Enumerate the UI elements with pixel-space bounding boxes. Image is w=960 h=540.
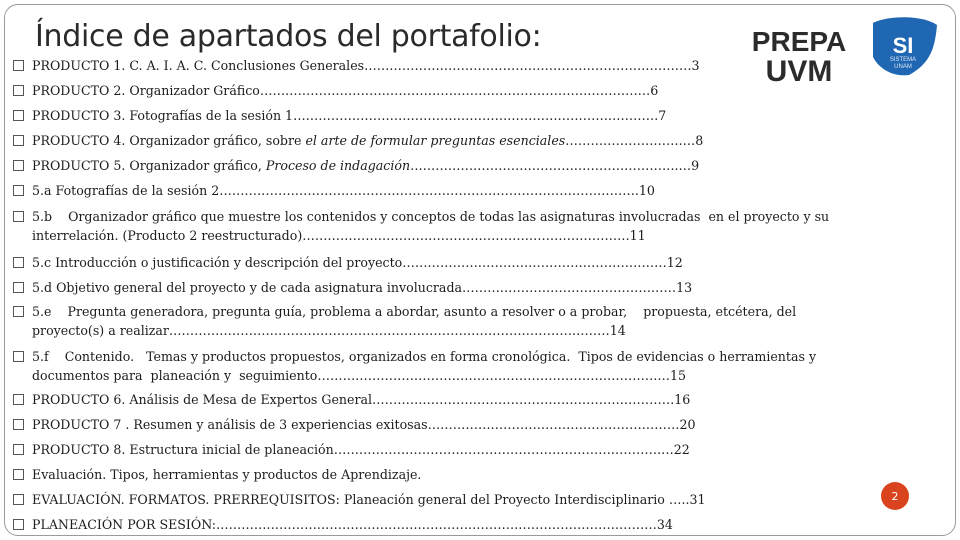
bullet-box-icon: [13, 282, 24, 293]
list-item: [13, 490, 843, 509]
logo-uvm-text: UVM: [765, 55, 833, 83]
list-item: [13, 302, 843, 340]
bullet-box-icon: [13, 185, 24, 196]
list-item-text: PRODUCTO 8. Estructura inicial de planeación………………………………………………………………………22: [32, 442, 690, 457]
list-item: [13, 278, 843, 297]
bullet-box-icon: [13, 110, 24, 121]
list-item-text: [32, 156, 843, 175]
bullet-box-icon: [13, 351, 24, 362]
bullet-box-icon: [13, 211, 24, 222]
logo-unam-text: UNAM: [894, 64, 912, 70]
list-item-text: 5.e Pregunta generadora, pregunta guía, problema a abordar, asunto a resolver o a probar, propuesta, etcétera, del proyecto(s) a realizar……………………………………………………………………………………………14: [32, 304, 801, 338]
list-item: [13, 181, 843, 200]
list-item: [13, 390, 843, 409]
list-item-text: 5.f Contenido. Temas y productos propuestos, organizados en forma cronológica. Tipos de evidencias o herramientas y documentos para planeación y seguimiento…………………………………………………………………………15: [32, 349, 821, 383]
list-item-emphasis: el arte de formular preguntas esenciales: [305, 133, 566, 148]
list-item: [13, 56, 843, 75]
logo-si-text: SI: [892, 33, 914, 58]
list-item-text: PRODUCTO 2. Organizador Gráfico…………………………………………………………………………………6: [32, 83, 659, 98]
bullet-box-icon: [13, 444, 24, 455]
si-unam-logo: [869, 17, 941, 79]
bullet-box-icon: [13, 394, 24, 405]
list-item-text: Evaluación. Tipos, herramientas y productos de Aprendizaje.: [32, 467, 422, 482]
bullet-box-icon: [13, 135, 24, 146]
list-item-text: PLANEACIÓN POR SESIÓN:……………………………………………………………………………………………34: [32, 517, 673, 532]
list-item-text-part: ……………………….…8: [565, 133, 704, 148]
list-item: [13, 253, 843, 272]
list-item-text: PRODUCTO 6. Análisis de Mesa de Expertos General………………………………………………………………16: [32, 392, 691, 407]
bullet-box-icon: [13, 257, 24, 268]
slide: [4, 4, 956, 536]
bullet-box-icon: [13, 306, 24, 317]
list-item-text: [32, 131, 843, 150]
list-item-text: PRODUCTO 7 . Resumen y análisis de 3 experiencias exitosas……………………………………………………20: [32, 417, 696, 432]
list-item-text: 5.d Objetivo general del proyecto y de cada asignatura involucrada……………………………………………13: [32, 280, 693, 295]
list-item-text-part: PRODUCTO 5. Organizador gráfico,: [32, 158, 266, 173]
list-item-text: EVALUACIÓN. FORMATOS. PRERREQUISITOS: Planeación general del Proyecto Interdisciplinario …..31: [32, 492, 706, 507]
list-item: [13, 156, 843, 175]
list-item-text: 5.b Organizador gráfico que muestre los contenidos y conceptos de todas las asignaturas involucradas en el proyecto y su interrelación. (Producto 2 reestructurado)……………………………………………………………………11: [32, 209, 834, 243]
logo-prepa-text: PREPA: [751, 27, 847, 57]
list-item: [13, 81, 843, 100]
bullet-box-icon: [13, 60, 24, 71]
list-item: [13, 347, 843, 385]
list-item: [13, 131, 843, 150]
logo-sistema-text: SISTEMA: [889, 57, 917, 63]
list-item: [13, 465, 843, 484]
bullet-box-icon: [13, 494, 24, 505]
list-item: [13, 207, 843, 245]
list-item-emphasis: Proceso de indagación: [265, 158, 411, 173]
list-item-text-part: ……………………………………………………….…9: [410, 158, 700, 173]
list-item-text: PRODUCTO 1. C. A. I. A. C. Conclusiones Generales……………………………………………………………………3: [32, 58, 700, 73]
list-item: [13, 515, 843, 534]
list-item: [13, 106, 843, 125]
list-item-text: 5.c Introducción o justificación y descripción del proyecto………………………………………………………12: [32, 255, 683, 270]
list-item: [13, 415, 843, 434]
list-item-text: 5.a Fotografías de la sesión 2……………………………………………………………………………………….10: [32, 183, 655, 198]
bullet-box-icon: [13, 160, 24, 171]
page-number-badge: 2: [881, 482, 909, 510]
list-item-text: PRODUCTO 3. Fotografías de la sesión 1……………………………………………………………………………7: [32, 108, 667, 123]
list-item-text-part: PRODUCTO 4. Organizador gráfico, sobre: [32, 133, 306, 148]
slide-title: Índice de apartados del portafolio:: [35, 19, 542, 54]
bullet-box-icon: [13, 519, 24, 530]
bullet-box-icon: [13, 85, 24, 96]
bullet-box-icon: [13, 419, 24, 430]
bullet-box-icon: [13, 469, 24, 480]
list-item: [13, 440, 843, 459]
